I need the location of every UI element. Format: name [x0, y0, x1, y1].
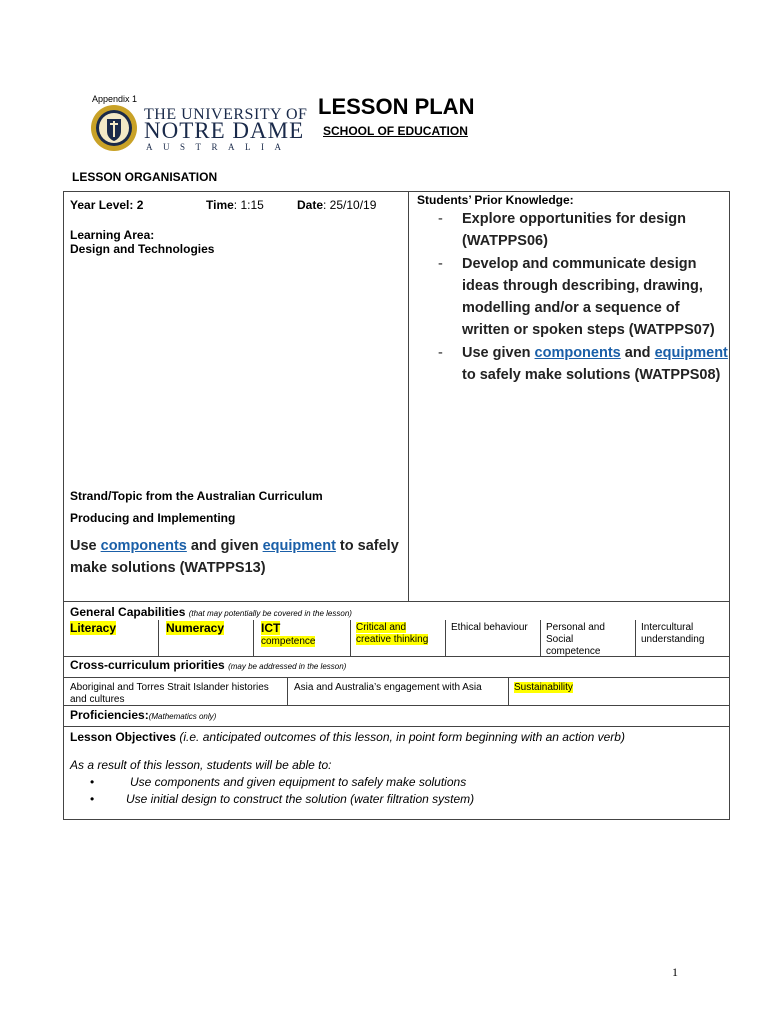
- cross-curriculum-label: Cross-curriculum priorities (may be addressed in the lesson): [70, 658, 347, 672]
- section-title: LESSON ORGANISATION: [72, 170, 218, 184]
- logo-line-3: AUSTRALIA: [146, 142, 292, 152]
- strand-value: Producing and Implementing: [70, 511, 236, 525]
- equipment-link[interactable]: equipment: [654, 344, 728, 361]
- bullet-icon: •: [90, 792, 95, 806]
- page-subtitle: SCHOOL OF EDUCATION: [323, 124, 468, 138]
- date-field: Date: 25/10/19: [297, 198, 377, 212]
- divider: [540, 620, 541, 656]
- priority-asia: Asia and Australia’s engagement with Asia: [294, 682, 482, 693]
- lesson-objectives-label: Lesson Objectives (i.e. anticipated outcomes of this lesson, in point form beginning with an action verb): [70, 730, 625, 744]
- page-title: LESSON PLAN: [318, 94, 475, 119]
- divider: [508, 677, 509, 705]
- logo-line-1: THE UNIVERSITY OF: [144, 106, 308, 123]
- priority-aboriginal: Aboriginal and Torres Strait Islander histories and cultures: [70, 682, 269, 705]
- university-logo: [90, 104, 308, 154]
- list-item: • Use initial design to construct the solution (water filtration system): [90, 792, 475, 806]
- list-item: - Develop and communicate design ideas through describing, drawing, modelling and/or a sequence of written or spoken steps (WATPPS07): [438, 253, 728, 342]
- strand-label: Strand/Topic from the Australian Curriculum: [70, 489, 323, 503]
- priority-sustainability: Sustainability: [514, 682, 573, 693]
- divider: [253, 620, 254, 656]
- prior-knowledge-label: Students’ Prior Knowledge:: [417, 193, 574, 207]
- prior-knowledge-list: [438, 208, 728, 386]
- year-level-field: Year Level: 2: [70, 198, 144, 212]
- components-link[interactable]: components: [534, 344, 621, 361]
- general-capabilities-label: General Capabilities (that may potentially be covered in the lesson): [70, 605, 352, 619]
- divider: [63, 656, 730, 657]
- list-item: - Use given components and equipment to safely make solutions (WATPPS08): [438, 342, 728, 387]
- objectives-list: [90, 774, 474, 808]
- bullet-icon: •: [90, 775, 95, 789]
- capability-ethical: Ethical behaviour: [451, 622, 528, 633]
- capability-ict: ICT competence: [261, 621, 316, 647]
- divider: [350, 620, 351, 656]
- learning-area-label: Learning Area:: [70, 228, 155, 242]
- capability-literacy: Literacy: [70, 621, 117, 635]
- divider: [63, 726, 730, 727]
- divider: [408, 191, 409, 601]
- logo-line-2: NOTRE DAME: [144, 118, 305, 143]
- university-seal-icon: [90, 104, 138, 152]
- equipment-link[interactable]: equipment: [262, 538, 336, 554]
- capability-numeracy: Numeracy: [166, 621, 225, 635]
- components-link[interactable]: components: [100, 538, 187, 554]
- divider: [445, 620, 446, 656]
- capability-critical-thinking: Critical and creative thinking: [356, 622, 429, 645]
- divider: [287, 677, 288, 705]
- list-item: • Use components and given equipment to safely make solutions: [90, 775, 467, 789]
- list-item: - Explore opportunities for design (WATPPS06): [438, 208, 728, 253]
- proficiencies-label: Proficiencies:(Mathematics only): [70, 708, 217, 722]
- divider: [158, 620, 159, 656]
- learning-area-value: Design and Technologies: [70, 242, 215, 256]
- capability-intercultural: Intercultural understanding: [641, 622, 705, 645]
- divider: [63, 601, 730, 602]
- capability-personal-social: Personal and Social competence: [546, 622, 605, 657]
- divider: [63, 677, 730, 678]
- page-number: 1: [672, 965, 678, 979]
- appendix-label: Appendix 1: [92, 94, 138, 104]
- content-description: Use components and given equipment to safely make solutions (WATPPS13): [70, 538, 399, 576]
- divider: [635, 620, 636, 656]
- time-field: Time: 1:15: [206, 198, 264, 212]
- objectives-intro: As a result of this lesson, students will be able to:: [70, 758, 332, 772]
